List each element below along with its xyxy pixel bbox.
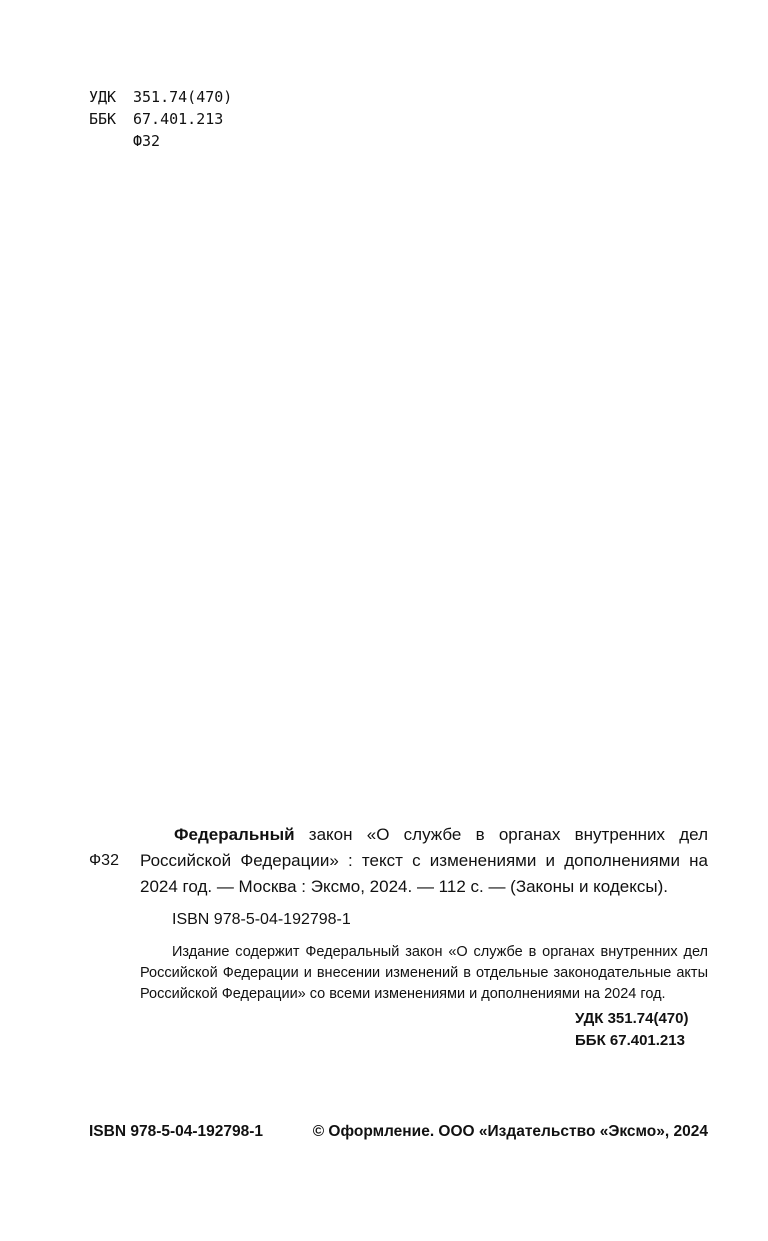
- author-sign-row: [89, 130, 232, 152]
- imprint-footer: [89, 1123, 708, 1141]
- bbk-row: [89, 108, 232, 130]
- entry-lead-word: Федеральный: [174, 825, 295, 844]
- bibliographic-entry: [89, 822, 708, 900]
- udk-label: УДК: [89, 88, 117, 106]
- index-block: [575, 1008, 708, 1052]
- annotation: [89, 942, 708, 1005]
- annotation-text: Издание содержит Федеральный закон «О службе в органах внутренних дел Российской Федерации и внесении изменений в отдельные законодательные акты Российской Федерации» со всеми изменениями и дополнениями на 2024 год.: [140, 944, 708, 1002]
- entry-description: закон «О службе в органах внутренних дел Российской Федерации» : текст с изменениями и дополнениями на 2024 год. — Москва : Эксмо, 2024. — 112 с. — (Законы и кодексы).: [140, 825, 708, 896]
- index-bbk: ББК 67.401.213: [575, 1032, 685, 1049]
- udk-value: 351.74(470): [133, 88, 233, 106]
- footer-copyright: © Оформление. ООО «Издательство «Эксмо», 2024: [312, 1123, 708, 1140]
- entry-isbn: ISBN 978-5-04-192798-1: [172, 911, 351, 928]
- footer-isbn: ISBN 978-5-04-192798-1: [89, 1123, 264, 1140]
- classification-codes: [89, 86, 232, 152]
- udk-row: [89, 86, 232, 108]
- bbk-label: ББК: [89, 110, 117, 128]
- index-udk: УДК 351.74(470): [575, 1010, 689, 1027]
- entry-author-sign: Ф32: [89, 852, 119, 869]
- bibliographic-record: [89, 822, 708, 1052]
- author-sign: Ф32: [133, 132, 161, 150]
- bbk-value: 67.401.213: [133, 110, 224, 128]
